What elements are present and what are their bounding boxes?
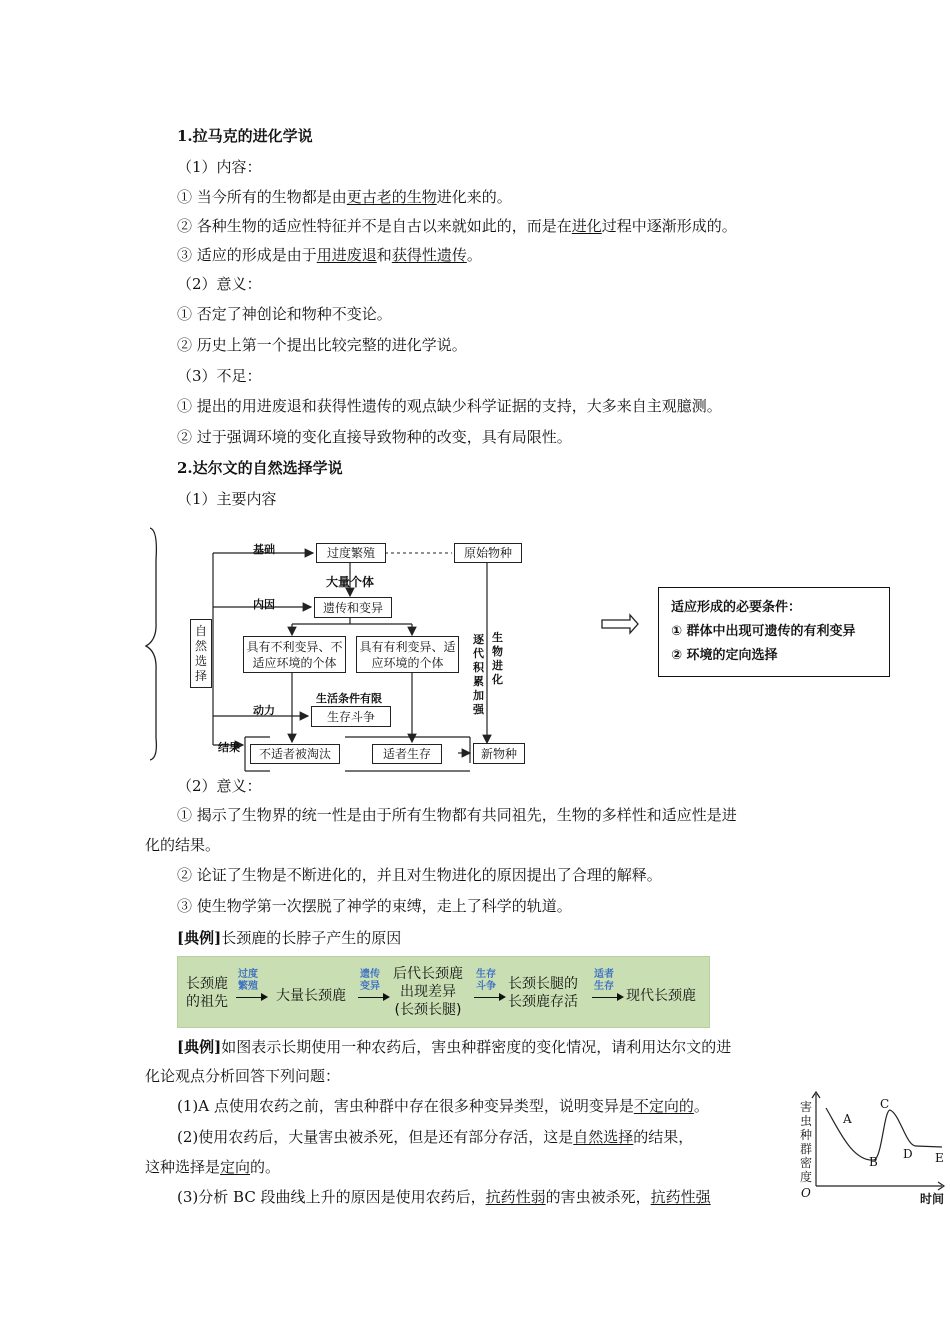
original-species-box: 原始物种 <box>454 543 522 563</box>
main-content-heading: （1）主要内容 <box>177 490 277 508</box>
point-b-label: B <box>869 1155 878 1169</box>
giraffe-step-ancestor: 长颈鹿 的祖先 <box>186 976 228 1010</box>
content-heading: （1）内容： <box>177 158 262 176</box>
giraffe-step-modern: 现代长颈鹿 <box>626 988 696 1004</box>
darwin-meaning-3: ③ 使生物学第一次摆脱了神学的束缚，走上了科学的轨道。 <box>177 897 572 915</box>
example2-intro-b: 化论观点分析回答下列问题： <box>145 1067 341 1085</box>
giraffe-arrow-label-2: 遗传 变异 <box>360 969 380 992</box>
darwin-meaning-2: ② 论证了生物是不断进化的，并且对生物进化的原因提出了合理的解释。 <box>177 866 662 884</box>
meaning-1: ① 否定了神创论和物种不变论。 <box>177 305 392 323</box>
chart-ylabel: 害虫种群密度 <box>800 1100 813 1184</box>
evolution-label: 生物进化 <box>492 631 503 686</box>
driving-label: 动力 <box>253 704 275 717</box>
lack-heading: （3）不足： <box>177 367 262 385</box>
internal-label: 内因 <box>253 598 275 611</box>
giraffe-step-offspring: 后代长颈鹿 出现差异 (长颈长腿) <box>393 966 463 1018</box>
many-individuals-label: 大量个体 <box>326 575 375 589</box>
giraffe-step-survive: 长颈长腿的 长颈鹿存活 <box>508 976 578 1010</box>
example1-text: 长颈鹿的长脖子产生的原因 <box>221 929 402 947</box>
content-3: ③ 适应的形成是由于用进废退和获得性遗传。 <box>177 246 482 264</box>
heredity-variation-box: 遗传和变异 <box>314 597 392 618</box>
struggle-box: 生存斗争 <box>311 706 391 727</box>
point-c-label: C <box>880 1097 890 1111</box>
meaning-heading: （2）意义： <box>177 275 262 293</box>
example2-intro-a: [典例]如图表示长期使用一种农药后，害虫种群密度的变化情况，请利用达尔文的进 <box>177 1038 732 1056</box>
content-1: ① 当今所有的生物都是由更古老的生物进化来的。 <box>177 188 512 206</box>
survive-box: 适者生存 <box>372 744 442 764</box>
darwin-meaning-1b: 化的结果。 <box>145 836 221 854</box>
question-1: (1)A 点使用农药之前，害虫种群中存在很多种变异类型，说明变异是不定向的。 <box>177 1097 709 1115</box>
example2-tag: [典例] <box>177 1038 222 1056</box>
question-2-cont: 这种选择是定向的。 <box>145 1158 281 1176</box>
accumulate-label: 逐代积累加强 <box>473 633 484 716</box>
example1-tag: [典例] <box>177 929 222 947</box>
result-label: 结果 <box>218 741 240 754</box>
giraffe-step-many: 大量长颈鹿 <box>276 988 346 1004</box>
giraffe-arrow-label-3: 生存 斗争 <box>476 969 496 992</box>
living-limited-label: 生活条件有限 <box>316 692 382 705</box>
natural-selection-text: 自然选择 <box>195 623 208 683</box>
point-e-label: E <box>935 1151 944 1165</box>
giraffe-arrow-label-4: 适者 生存 <box>594 969 614 992</box>
condition-1: ① 群体中出现可遗传的有利变异 <box>671 624 856 639</box>
condition-2: ② 环境的定向选择 <box>671 648 778 663</box>
basis-label: 基础 <box>253 543 275 556</box>
darwin-meaning-1a: ① 揭示了生物界的统一性是由于所有生物都有共同祖先，生物的多样性和适应性是进 <box>177 806 737 824</box>
question-2: (2)使用农药后，大量害虫被杀死，但是还有部分存活，这是自然选择的结果， <box>177 1128 694 1146</box>
giraffe-arrow-label-1: 过度 繁殖 <box>238 969 258 992</box>
chart-xlabel: 时间 <box>920 1192 945 1206</box>
conditions-title: 适应形成的必要条件： <box>671 600 802 615</box>
new-species-box: 新物种 <box>473 743 525 764</box>
unfavorable-box: 具有不利变异、不适应环境的个体 <box>243 636 346 673</box>
darwin-meaning-heading: （2）意义： <box>177 777 262 795</box>
overproduction-box: 过度繁殖 <box>316 543 386 563</box>
meaning-2: ② 历史上第一个提出比较完整的进化学说。 <box>177 336 467 354</box>
chart-origin: O <box>801 1186 811 1200</box>
lack-1: ① 提出的用进废退和获得性遗传的观点缺少科学证据的支持，大多来自主观臆测。 <box>177 397 722 415</box>
section1-title: 1.拉马克的进化学说 <box>177 127 313 145</box>
question-3: (3)分析 BC 段曲线上升的原因是使用农药后，抗药性弱的害虫被杀死，抗药性强 <box>177 1188 711 1206</box>
favorable-box: 具有有利变异、适应环境的个体 <box>356 636 459 673</box>
section2-title: 2.达尔文的自然选择学说 <box>177 459 343 477</box>
lack-2: ② 过于强调环境的变化直接导致物种的改变，具有局限性。 <box>177 428 572 446</box>
content-2: ② 各种生物的适应性特征并不是自古以来就如此的，而是在进化过程中逐渐形成的。 <box>177 217 737 235</box>
point-a-label: A <box>843 1112 852 1126</box>
point-d-label: D <box>903 1147 913 1161</box>
eliminated-box: 不适者被淘汰 <box>250 744 340 764</box>
